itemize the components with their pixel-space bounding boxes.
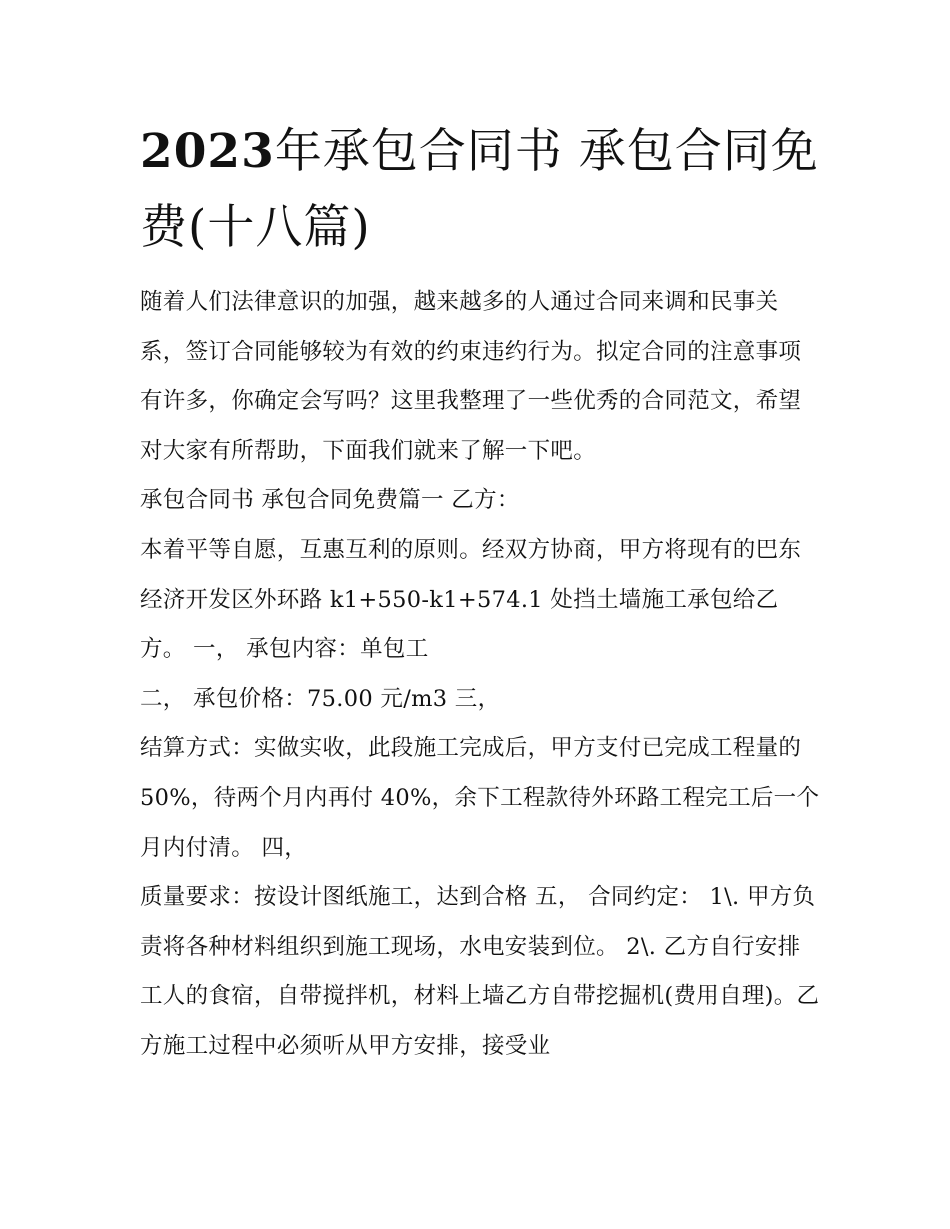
paragraph-principle: 本着平等自愿，互惠互利的原则。经双方协商，甲方将现有的巴东经济开发区外环路 k1+550-k1+574.1 处挡土墙施工承包给乙方。 一， 承包内容：单包工: [140, 536, 802, 663]
document-body: [140, 278, 820, 1072]
title-year: 2023: [140, 124, 275, 179]
paragraph-quality: 质量要求：按设计图纸施工，达到合格 五， 合同约定： 1\. 甲方负责将各种材料组织到施工现场，水电安装到位。 2\. 乙方自行安排工人的食宿，自带搅拌机，材料上墙乙方自带挖掘机(费用自理)。乙方施工过程中必须听从甲方安排，接受业: [140, 884, 820, 1059]
paragraph-settlement: 结算方式：实做实收，此段施工完成后，甲方支付已完成工程量的 50%，待两个月内再付 40%，余下工程款待外环路工程完工后一个月内付清。 四，: [140, 735, 820, 861]
title-text: 年承包合同书 承包合同免费(十八篇): [140, 124, 819, 255]
document-title: [140, 114, 820, 266]
paragraph-intro: 随着人们法律意识的加强，越来越多的人通过合同来调和民事关系，签订合同能够较为有效的约束违约行为。拟定合同的注意事项有许多，你确定会写吗？这里我整理了一些优秀的合同范文，希望对大家有所帮助，下面我们就来了解一下吧。: [140, 289, 802, 464]
document-page: [140, 114, 820, 1072]
paragraph-price: 二， 承包价格：75.00 元/m3 三，: [140, 685, 501, 712]
paragraph-section-heading: 承包合同书 承包合同免费篇一 乙方：: [140, 487, 520, 514]
